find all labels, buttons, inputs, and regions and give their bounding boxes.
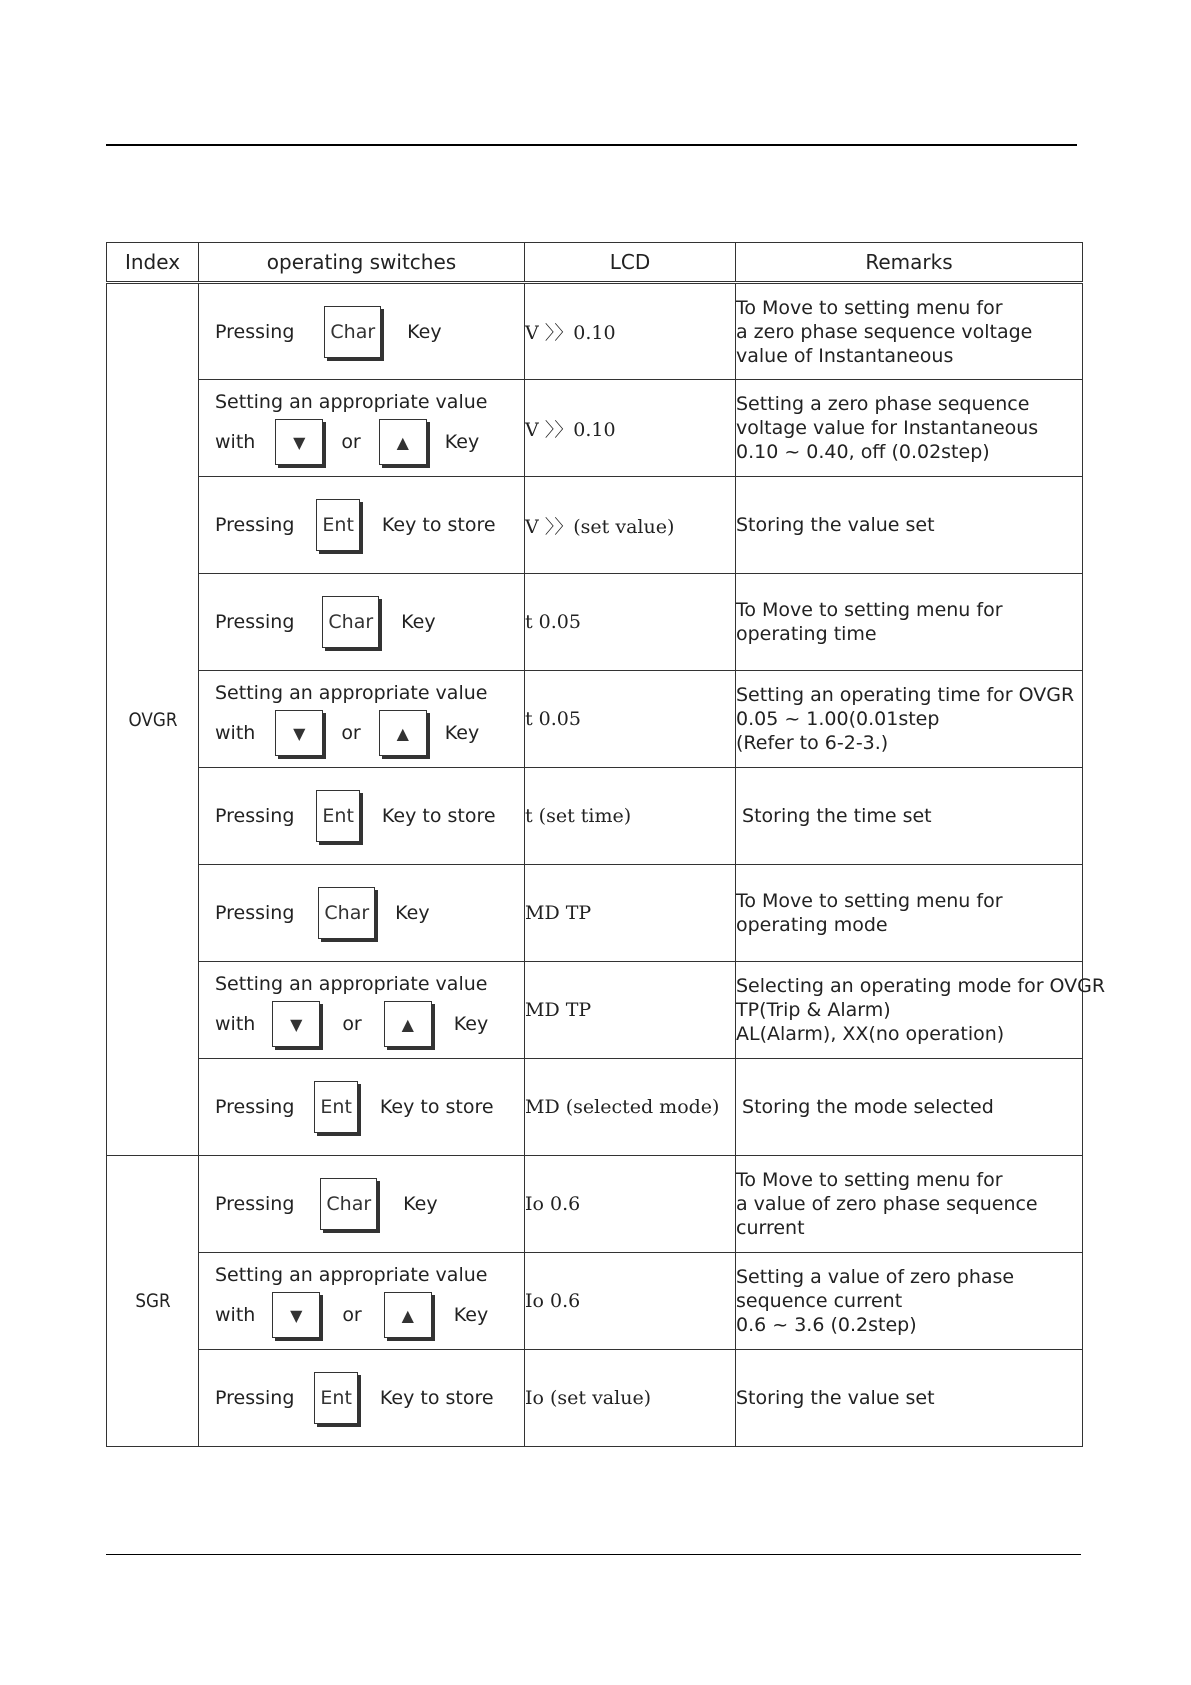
remark-line: a value of zero phase sequence bbox=[736, 1193, 1038, 1215]
setting-keys-line bbox=[215, 1001, 524, 1047]
lcd-display-cell: t (set time) bbox=[525, 768, 736, 865]
or-label: or bbox=[342, 1013, 362, 1035]
remark-line: AL(Alarm), XX(no operation) bbox=[736, 1023, 1005, 1045]
operating-switch-cell bbox=[199, 865, 525, 962]
remark-line: operating time bbox=[736, 623, 877, 645]
table-row bbox=[107, 1156, 1083, 1253]
table-row bbox=[107, 380, 1083, 477]
header-row bbox=[107, 243, 1083, 283]
remarks-cell bbox=[736, 671, 1083, 768]
char-key: Char bbox=[318, 887, 375, 939]
key-suffix-label: Key to store bbox=[379, 1096, 494, 1118]
remark-line: Storing the value set bbox=[736, 1387, 935, 1409]
or-label: or bbox=[341, 722, 361, 744]
remarks-cell bbox=[736, 865, 1083, 962]
table-row bbox=[107, 768, 1083, 865]
lcd-display-cell: V 〉〉(set value) bbox=[525, 477, 736, 574]
remark-line: value of Instantaneous bbox=[736, 344, 954, 367]
top-rule bbox=[106, 144, 1077, 146]
press-instruction bbox=[199, 499, 524, 551]
remark-line: 0.6 ~ 3.6 (0.2step) bbox=[736, 1314, 917, 1336]
remark-line: voltage value for Instantaneous bbox=[736, 417, 1039, 439]
set-instruction bbox=[199, 973, 524, 1047]
press-instruction bbox=[199, 887, 524, 939]
operating-switch-cell bbox=[199, 962, 525, 1059]
operating-switch-cell bbox=[199, 1253, 525, 1350]
down-arrow-key-icon: ▼ bbox=[272, 1292, 320, 1338]
remark-line: 0.10 ~ 0.40, off (0.02step) bbox=[736, 441, 990, 463]
with-label: with bbox=[215, 722, 256, 744]
pressing-label: Pressing bbox=[215, 1387, 295, 1409]
or-label: or bbox=[342, 1304, 362, 1326]
operating-switch-cell bbox=[199, 283, 525, 380]
pressing-label: Pressing bbox=[215, 1193, 295, 1215]
setting-keys-line bbox=[215, 419, 524, 465]
char-key: Char bbox=[320, 1178, 377, 1230]
remark-line: a zero phase sequence voltage bbox=[736, 320, 1033, 343]
up-arrow-key-icon: ▲ bbox=[384, 1001, 432, 1047]
up-arrow-key-icon: ▲ bbox=[384, 1292, 432, 1338]
pressing-label: Pressing bbox=[215, 805, 295, 827]
setting-label: Setting an appropriate value bbox=[215, 682, 488, 704]
header-index: Index bbox=[107, 243, 199, 283]
lcd-display-cell: MD TP bbox=[525, 865, 736, 962]
header-lcd: LCD bbox=[525, 243, 736, 283]
lcd-display-cell: Io (set value) bbox=[525, 1350, 736, 1447]
remarks-cell bbox=[736, 1156, 1083, 1253]
remarks-cell bbox=[736, 962, 1106, 1059]
pressing-label: Pressing bbox=[215, 514, 295, 536]
with-label: with bbox=[215, 1304, 256, 1326]
remarks-cell bbox=[736, 1059, 1083, 1156]
table-body bbox=[107, 283, 1106, 1447]
lcd-display-cell: t 0.05 bbox=[525, 671, 736, 768]
key-suffix-label: Key bbox=[395, 902, 430, 924]
key-suffix-label: Key bbox=[453, 1304, 489, 1326]
setting-label: Setting an appropriate value bbox=[215, 973, 488, 995]
press-instruction bbox=[199, 1081, 524, 1133]
remark-line: Storing the value set bbox=[736, 514, 935, 536]
pressing-label: Pressing bbox=[215, 320, 295, 343]
lcd-display-cell: Io 0.6 bbox=[525, 1253, 736, 1350]
down-arrow-key-icon: ▼ bbox=[275, 710, 323, 756]
ent-key: Ent bbox=[316, 790, 360, 842]
remark-line: Selecting an operating mode for OVGR bbox=[736, 975, 1106, 997]
key-suffix-label: Key bbox=[407, 320, 442, 343]
set-instruction bbox=[199, 1264, 524, 1338]
remark-line: TP(Trip & Alarm) bbox=[736, 999, 891, 1021]
remark-line: (Refer to 6-2-3.) bbox=[736, 732, 889, 754]
pressing-label: Pressing bbox=[215, 1096, 295, 1118]
char-key: Char bbox=[324, 306, 381, 358]
table-row bbox=[107, 671, 1083, 768]
key-suffix-label: Key bbox=[453, 1013, 489, 1035]
remarks-cell bbox=[736, 477, 1083, 574]
remark-line: Setting a zero phase sequence bbox=[736, 393, 1030, 415]
with-label: with bbox=[215, 1013, 256, 1035]
operating-switch-cell bbox=[199, 671, 525, 768]
operating-switch-cell bbox=[199, 768, 525, 865]
remark-line: Storing the mode selected bbox=[736, 1096, 994, 1118]
remark-line: Storing the time set bbox=[736, 805, 932, 827]
setting-label: Setting an appropriate value bbox=[215, 391, 488, 413]
ent-key: Ent bbox=[314, 1081, 358, 1133]
up-arrow-key-icon: ▲ bbox=[379, 419, 427, 465]
pressing-label: Pressing bbox=[215, 611, 295, 633]
key-suffix-label: Key to store bbox=[381, 805, 496, 827]
table-row bbox=[107, 283, 1083, 380]
operating-switch-cell bbox=[199, 1156, 525, 1253]
remark-line: current bbox=[736, 1217, 805, 1239]
header-operating-switches: operating switches bbox=[199, 243, 525, 283]
table-row bbox=[107, 1350, 1083, 1447]
index-cell: OVGR bbox=[112, 283, 193, 1156]
press-instruction bbox=[199, 306, 524, 358]
lcd-display-cell: t 0.05 bbox=[525, 574, 736, 671]
remarks-cell bbox=[736, 380, 1083, 477]
press-instruction bbox=[199, 1178, 524, 1230]
down-arrow-key-icon: ▼ bbox=[275, 419, 323, 465]
remarks-cell bbox=[736, 768, 1083, 865]
lcd-display-cell: Io 0.6 bbox=[525, 1156, 736, 1253]
setting-label: Setting an appropriate value bbox=[215, 1264, 488, 1286]
or-label: or bbox=[341, 431, 361, 453]
remarks-cell bbox=[736, 1253, 1083, 1350]
setting-keys-line bbox=[215, 1292, 524, 1338]
table-row bbox=[107, 574, 1083, 671]
ent-key: Ent bbox=[314, 1372, 358, 1424]
operating-switch-cell bbox=[199, 380, 525, 477]
pressing-label: Pressing bbox=[215, 902, 295, 924]
operating-switch-cell bbox=[199, 1350, 525, 1447]
lcd-display-cell: V 〉〉0.10 bbox=[525, 283, 736, 380]
remark-line: To Move to setting menu for bbox=[736, 1169, 1003, 1191]
down-arrow-key-icon: ▼ bbox=[272, 1001, 320, 1047]
remark-line: 0.05 ~ 1.00(0.01step bbox=[736, 708, 940, 730]
remarks-cell bbox=[736, 283, 1083, 380]
ent-key: Ent bbox=[316, 499, 360, 551]
table-row bbox=[107, 962, 1083, 1059]
press-instruction bbox=[199, 790, 524, 842]
lcd-display-cell: MD TP bbox=[525, 962, 736, 1059]
remark-line: sequence current bbox=[736, 1290, 903, 1312]
key-suffix-label: Key to store bbox=[379, 1387, 494, 1409]
up-arrow-key-icon: ▲ bbox=[379, 710, 427, 756]
remark-line: To Move to setting menu for bbox=[736, 890, 1003, 912]
operating-switch-cell bbox=[199, 574, 525, 671]
operation-table bbox=[106, 242, 1106, 1447]
set-instruction bbox=[199, 391, 524, 465]
key-suffix-label: Key bbox=[444, 722, 480, 744]
with-label: with bbox=[215, 431, 256, 453]
setting-keys-line bbox=[215, 710, 524, 756]
key-suffix-label: Key bbox=[401, 611, 436, 633]
remark-line: Setting an operating time for OVGR bbox=[736, 684, 1075, 706]
index-cell: SGR bbox=[112, 1156, 193, 1447]
operating-switch-cell bbox=[199, 477, 525, 574]
key-suffix-label: Key bbox=[444, 431, 480, 453]
bottom-rule bbox=[106, 1554, 1081, 1555]
operating-switch-cell bbox=[199, 1059, 525, 1156]
press-instruction bbox=[199, 596, 524, 648]
lcd-display-cell: V 〉〉0.10 bbox=[525, 380, 736, 477]
remark-line: operating mode bbox=[736, 914, 888, 936]
press-instruction bbox=[199, 1372, 524, 1424]
remarks-cell bbox=[736, 1350, 1083, 1447]
remark-line: To Move to setting menu for bbox=[736, 599, 1003, 621]
table-row bbox=[107, 1253, 1083, 1350]
lcd-display-cell: MD (selected mode) bbox=[525, 1059, 736, 1156]
remark-line: To Move to setting menu for bbox=[736, 296, 1003, 319]
table-row bbox=[107, 865, 1083, 962]
table-row bbox=[107, 477, 1083, 574]
table-row bbox=[107, 1059, 1083, 1156]
key-suffix-label: Key bbox=[403, 1193, 438, 1215]
remark-line: Setting a value of zero phase bbox=[736, 1266, 1015, 1288]
remarks-cell bbox=[736, 574, 1083, 671]
char-key: Char bbox=[322, 596, 379, 648]
header-remarks: Remarks bbox=[736, 243, 1083, 283]
set-instruction bbox=[199, 682, 524, 756]
key-suffix-label: Key to store bbox=[381, 514, 496, 536]
